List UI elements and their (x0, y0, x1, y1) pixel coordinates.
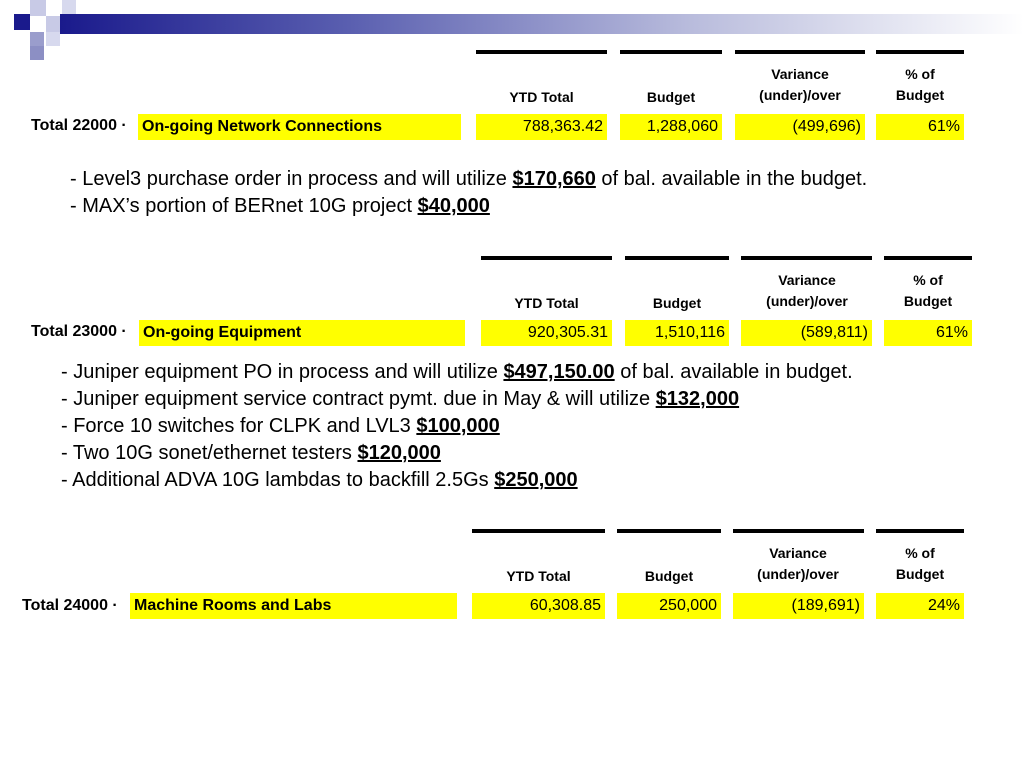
col-header-pct: % of Budget (903, 272, 953, 309)
note-text: - Juniper equipment service contract pymt. due in May & will utilize (61, 388, 656, 410)
note-item (61, 386, 853, 413)
cell-ytd-total: 920,305.31 (481, 320, 612, 346)
header-rule (884, 256, 972, 260)
cell-budget: 1,288,060 (620, 114, 722, 140)
notes-list-23000 (61, 359, 853, 494)
row-account-name: Machine Rooms and Labs (130, 593, 457, 619)
cell-budget: 250,000 (617, 593, 721, 619)
note-text: - Juniper equipment PO in process and will utilize (61, 361, 504, 383)
decor-square-light (30, 0, 46, 16)
note-item (61, 359, 853, 386)
header-rule (735, 50, 865, 54)
decor-square-mid (30, 32, 44, 46)
header-rule (733, 529, 864, 533)
note-amount: $170,660 (512, 168, 596, 190)
cell-pct-budget: 61% (876, 114, 964, 140)
col-header-ytd: YTD Total (514, 295, 579, 311)
header-rule (476, 50, 607, 54)
notes-list-22000 (70, 166, 867, 220)
col-header-variance: Variance (under)/over (759, 66, 841, 103)
cell-ytd-total: 788,363.42 (476, 114, 607, 140)
cell-variance: (499,696) (735, 114, 865, 140)
header-rule (741, 256, 872, 260)
row-account-name: On-going Network Connections (138, 114, 461, 140)
note-item (70, 193, 867, 220)
note-text: - Level3 purchase order in process and will utilize (70, 168, 513, 190)
note-text: - Additional ADVA 10G lambdas to backfill 2.5Gs (61, 469, 495, 491)
note-text: - Two 10G sonet/ethernet testers (61, 442, 358, 464)
note-amount: $40,000 (417, 195, 490, 217)
row-total-label: Total 22000 · (31, 117, 127, 134)
note-suffix: of bal. available in the budget. (595, 168, 868, 190)
decor-square-light (46, 16, 60, 32)
cell-ytd-total: 60,308.85 (472, 593, 605, 619)
note-amount: $100,000 (416, 415, 500, 437)
header-rule (481, 256, 612, 260)
col-header-ytd: YTD Total (509, 89, 574, 105)
header-rule (876, 50, 964, 54)
header-rule (876, 529, 964, 533)
decor-square-light (62, 0, 76, 14)
cell-budget: 1,510,116 (625, 320, 729, 346)
note-text: - Force 10 switches for CLPK and LVL3 (61, 415, 417, 437)
note-item (61, 413, 853, 440)
row-account-name: On-going Equipment (139, 320, 465, 346)
budget-section-22000 (0, 50, 1024, 150)
header-gradient-bar (60, 14, 1024, 34)
header-rule (620, 50, 722, 54)
col-header-budget: Budget (646, 89, 696, 105)
cell-pct-budget: 61% (884, 320, 972, 346)
header-rule (472, 529, 605, 533)
col-header-budget: Budget (652, 295, 702, 311)
cell-pct-budget: 24% (876, 593, 964, 619)
col-header-pct: % of Budget (895, 66, 945, 103)
note-amount: $250,000 (494, 469, 578, 491)
cell-variance: (189,691) (733, 593, 864, 619)
col-header-variance: Variance (under)/over (766, 272, 848, 309)
note-amount: $120,000 (357, 442, 441, 464)
header-rule (617, 529, 721, 533)
row-total-label: Total 23000 · (31, 323, 127, 340)
col-header-variance: Variance (under)/over (757, 545, 839, 582)
note-amount: $132,000 (655, 388, 740, 410)
header-rule (625, 256, 729, 260)
budget-section-23000 (0, 256, 1024, 356)
decor-square-dark (14, 14, 30, 30)
decor-square-light (46, 32, 60, 46)
col-header-pct: % of Budget (895, 545, 945, 582)
cell-variance: (589,811) (741, 320, 872, 346)
note-amount: $497,150.00 (503, 361, 615, 383)
note-text: - MAX’s portion of BERnet 10G project (70, 195, 418, 217)
row-total-label: Total 24000 · (22, 597, 118, 614)
note-item (61, 467, 853, 494)
budget-section-24000 (0, 529, 1024, 629)
note-item (61, 440, 853, 467)
col-header-budget: Budget (644, 568, 694, 584)
note-item (70, 166, 867, 193)
note-suffix: of bal. available in budget. (614, 361, 853, 383)
col-header-ytd: YTD Total (506, 568, 571, 584)
